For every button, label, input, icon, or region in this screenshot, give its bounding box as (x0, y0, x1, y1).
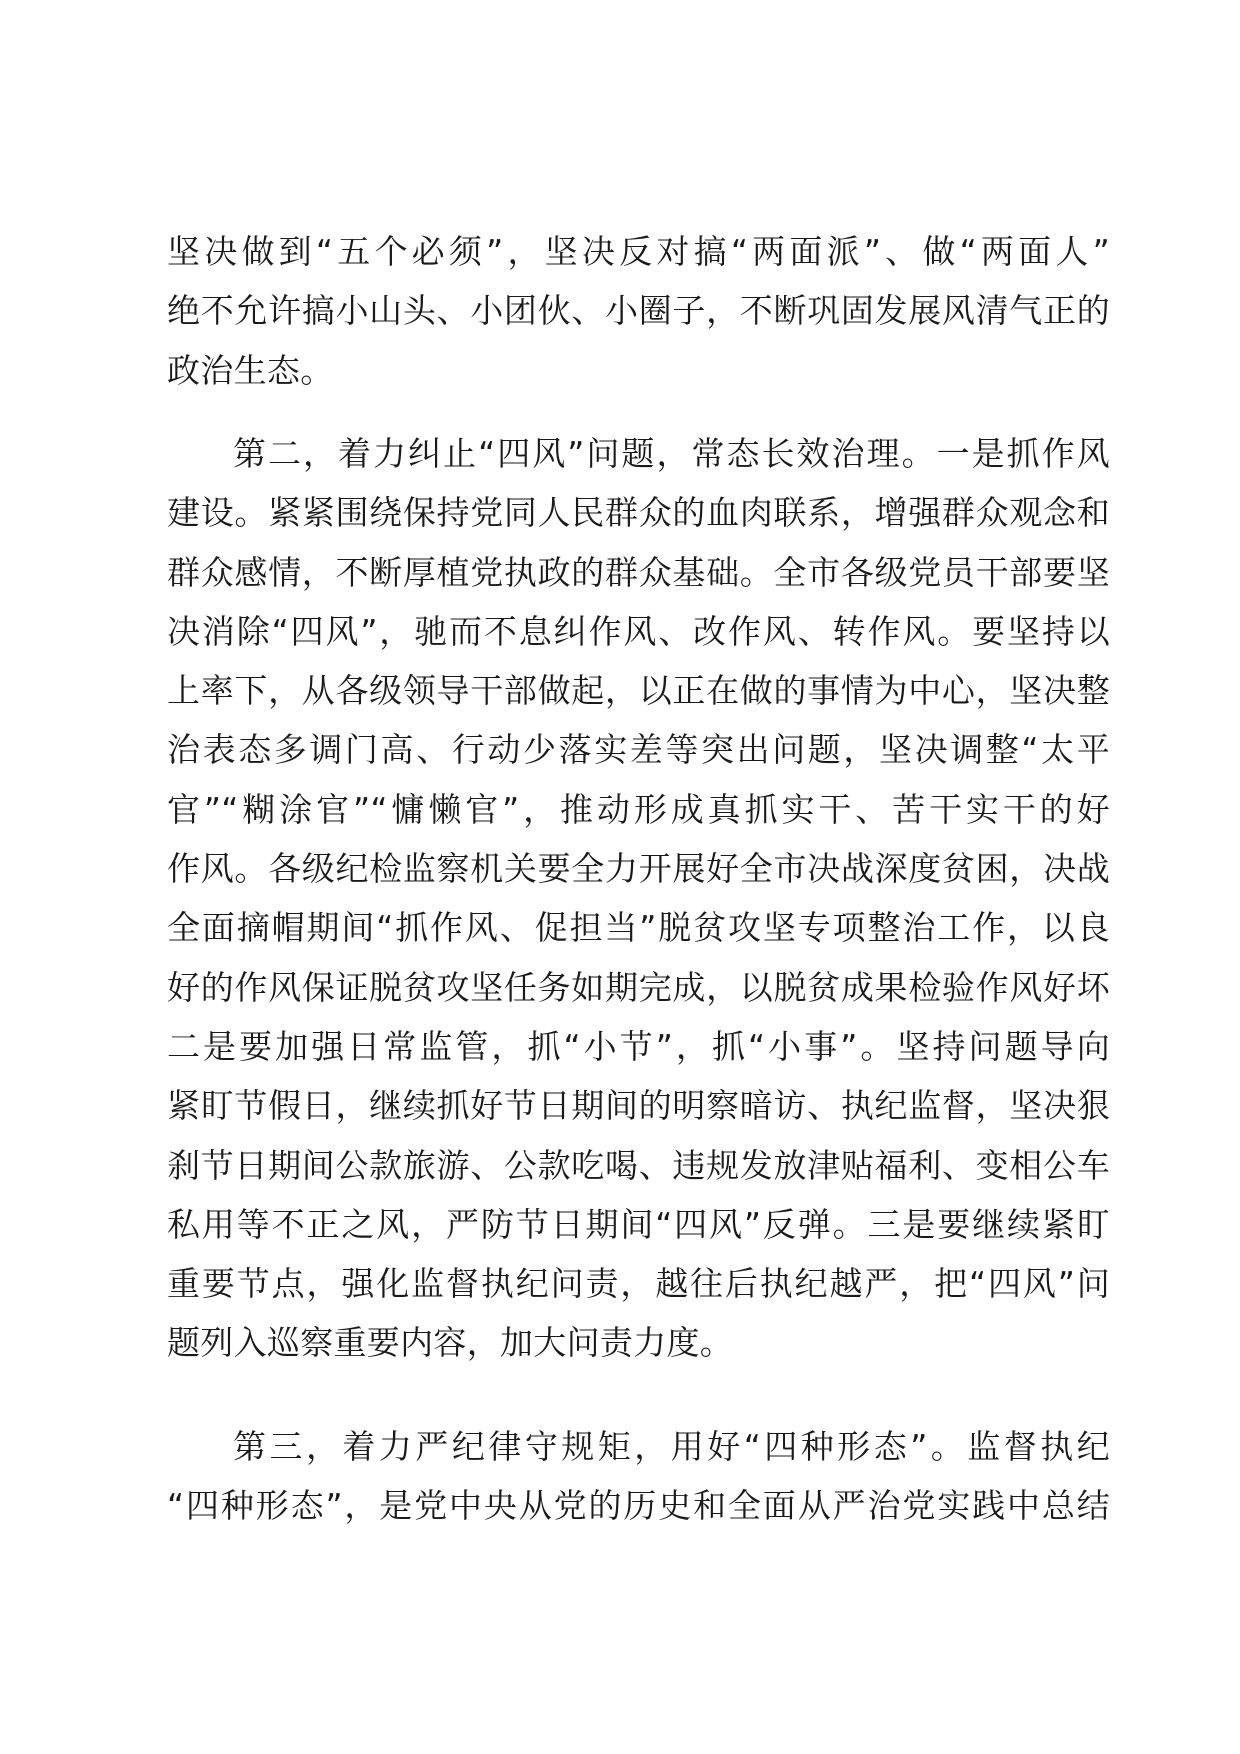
paragraph-line: 好的作风保证脱贫攻坚任务如期完成，以脱贫成果检验作风好坏 (167, 967, 1110, 1007)
paragraph-line: 决消除“四风”，驰而不息纠作风、改作风、转作风。要坚持以 (167, 611, 1110, 651)
paragraph-2 (167, 424, 1110, 1373)
paragraph-line: 重要节点，强化监督执纪问责，越往后执纪越严，把“四风”问 (167, 1264, 1110, 1304)
paragraph-line: 紧盯节假日，继续抓好节日期间的明察暗访、执纪监督，坚决狠 (167, 1086, 1110, 1126)
paragraph-line: 作风。各级纪检监察机关要全力开展好全市决战深度贫困，决战 (167, 849, 1110, 889)
paragraph-line: 第三，着力严纪律守规矩，用好“四种形态”。监督执纪 (233, 1427, 1110, 1466)
paragraph-line: 第二，着力纠止“四风”问题，常态长效治理。一是抓作风 (233, 434, 1110, 473)
paragraph-line: 群众感情，不断厚植党执政的群众基础。全市各级党员干部要坚 (167, 552, 1110, 592)
paragraph-line: 私用等不正之风，严防节日期间“四风”反弹。三是要继续紧盯 (167, 1204, 1110, 1244)
paragraph-3 (167, 1417, 1110, 1536)
paragraph-line: 二是要加强日常监管，抓“小节”，抓“小事”。坚持问题导向 (167, 1026, 1110, 1066)
paragraph-line: 全面摘帽期间“抓作风、促担当”脱贫攻坚专项整治工作，以良 (167, 908, 1110, 948)
paragraph-line: 建设。紧紧围绕保持党同人民群众的血肉联系，增强群众观念和 (167, 493, 1110, 533)
paragraph-line: 坚决做到“五个必须”，坚决反对搞“两面派”、做“两面人” (167, 232, 1110, 271)
paragraph-line: 政治生态。 (167, 350, 334, 390)
paragraph-line: 上率下，从各级领导干部做起，以正在做的事情为中心，坚决整 (167, 671, 1110, 711)
paragraph-line: 题列入巡察重要内容，加大问责力度。 (167, 1323, 734, 1363)
paragraph-1 (167, 222, 1110, 400)
paragraph-line: “四种形态”，是党中央从党的历史和全面从严治党实践中总结 (167, 1486, 1110, 1526)
paragraph-line: 绝不允许搞小山头、小团伙、小圈子，不断巩固发展风清气正的 (167, 291, 1110, 331)
paragraph-line: 官”“糊涂官”“慵懒官”，推动形成真抓实干、苦干实干的好 (167, 789, 1110, 829)
paragraph-line: 治表态多调门高、行动少落实差等突出问题，坚决调整“太平 (167, 730, 1110, 770)
paragraph-line: 刹节日期间公款旅游、公款吃喝、违规发放津贴福利、变相公车 (167, 1145, 1110, 1185)
